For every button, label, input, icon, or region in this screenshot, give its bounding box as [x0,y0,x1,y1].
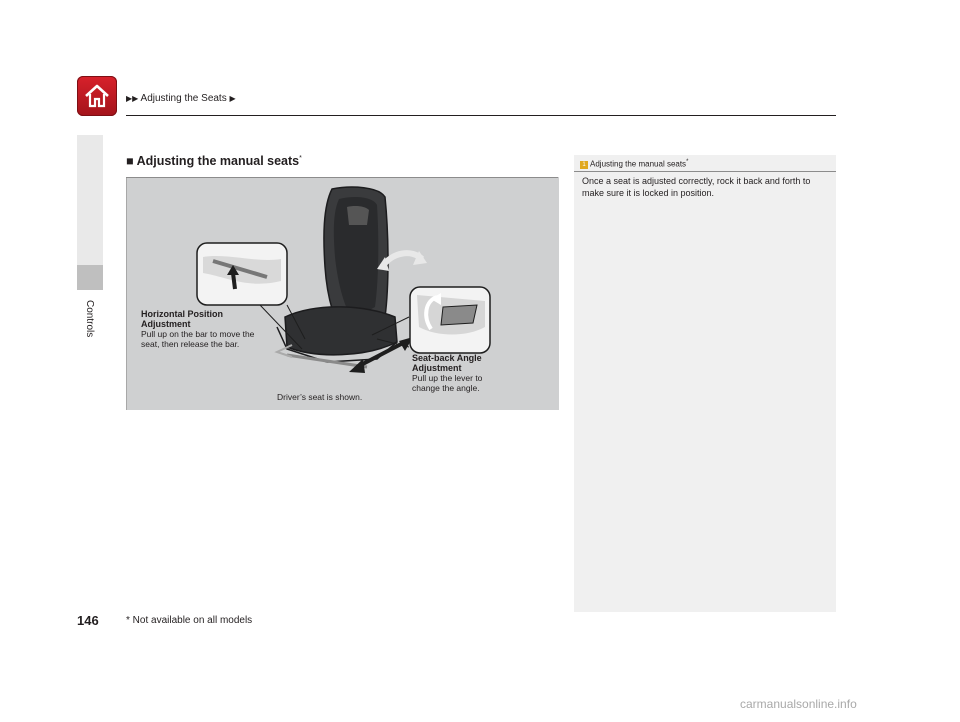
watermark: carmanualsonline.info [740,697,857,711]
seatback-title-1: Seat-back Angle [412,353,482,363]
seatback-desc-2: change the angle. [412,383,480,393]
note-body: Once a seat is adjusted correctly, rock it back and forth to make sure it is locked in position. [582,176,811,198]
horizontal-adjustment-callout [141,309,254,349]
note-icon: 1 [580,161,588,169]
breadcrumb-title[interactable]: Adjusting the Seats [140,93,227,104]
breadcrumb-end-arrow: ▶ [229,94,236,103]
figure-caption: Driver’s seat is shown. [277,392,363,402]
note-rule [574,171,836,172]
side-tab-marker [77,265,103,290]
seat-illustration [126,177,559,410]
footnote: * Not available on all models [126,615,253,626]
breadcrumb-arrows: ▶▶ [126,94,139,103]
figure-top-rule [126,177,558,178]
side-tab [77,135,103,265]
horizontal-title-2: Adjustment [141,319,191,329]
note-heading [580,159,688,169]
seatback-title-2: Adjustment [412,363,462,373]
section-label: Controls [84,300,95,338]
note-star: * [686,159,689,165]
horizontal-desc-2: seat, then release the bar. [141,339,240,349]
horizontal-desc-1: Pull up on the bar to move the [141,329,255,339]
breadcrumb[interactable] [126,93,236,104]
page-number: 146 [77,613,99,628]
seatback-adjustment-callout [412,353,482,393]
note-title[interactable]: Adjusting the manual seats [590,159,687,169]
note-panel [574,155,836,612]
home-button[interactable] [77,76,117,116]
heading-title: Adjusting the manual seats [136,154,300,168]
seat-drawing [127,177,559,410]
section-heading [126,154,302,168]
heading-star: * [299,154,302,162]
home-icon [83,82,111,110]
horizontal-title-1: Horizontal Position [141,309,223,319]
header-rule [126,115,836,116]
heading-bullet: ■ [126,154,134,168]
seatback-desc-1: Pull up the lever to [412,373,483,383]
